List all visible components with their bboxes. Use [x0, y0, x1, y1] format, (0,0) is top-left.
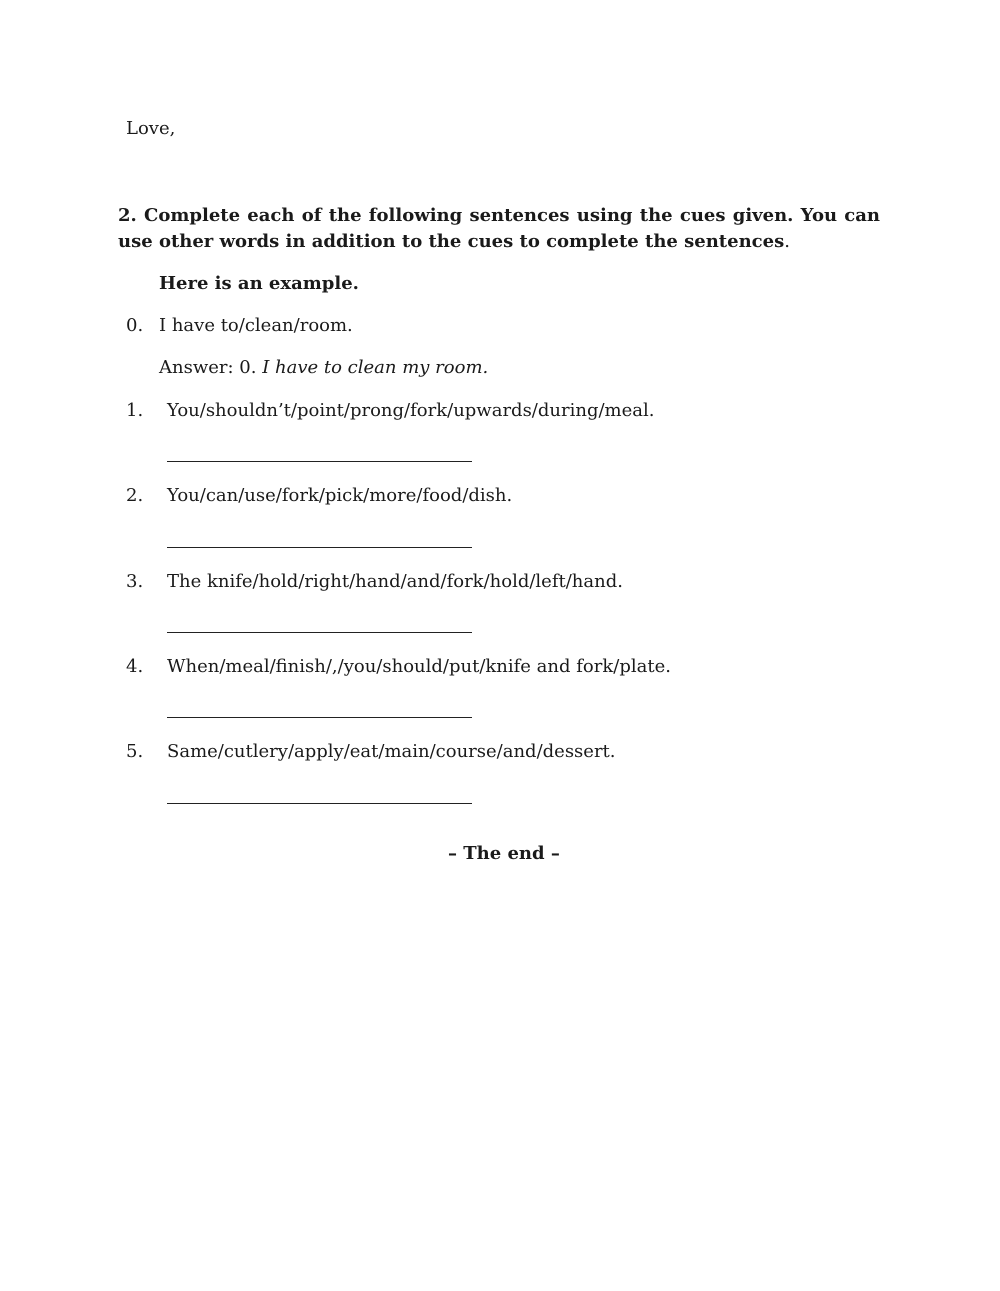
question-cue: You/shouldn’t/point/prong/fork/upwards/during/meal. [167, 400, 655, 421]
answer-blank[interactable] [167, 632, 472, 633]
question-cue: You/can/use/fork/pick/more/food/dish. [167, 485, 513, 506]
example-answer-prefix: Answer: 0. [159, 357, 263, 378]
question-cue: When/meal/finish/,/you/should/put/knife and fork/plate. [167, 656, 671, 677]
question-number: 1. [126, 400, 144, 421]
question-cue: The knife/hold/right/hand/and/fork/hold/left/hand. [167, 571, 623, 592]
answer-blank[interactable] [167, 461, 472, 462]
letter-closing: Love, [126, 118, 176, 139]
answer-blank[interactable] [167, 717, 472, 718]
answer-blank[interactable] [167, 547, 472, 548]
task-heading-period: . [784, 231, 790, 252]
task-heading [118, 203, 880, 255]
answer-blank[interactable] [167, 803, 472, 804]
end-marker: – The end – [448, 843, 560, 864]
example-title: Here is an example. [159, 273, 359, 294]
example-cue: I have to/clean/room. [159, 315, 353, 336]
example-number: 0. [126, 315, 144, 336]
question-number: 5. [126, 741, 144, 762]
example-answer-text: I have to clean my room. [262, 357, 489, 378]
question-number: 4. [126, 656, 144, 677]
question-number: 3. [126, 571, 144, 592]
task-heading-text: 2. Complete each of the following sentences using the cues given. You can use other words in addition to the cues to complete the sentences [118, 205, 880, 252]
example-answer [159, 357, 488, 378]
question-cue: Same/cutlery/apply/eat/main/course/and/dessert. [167, 741, 616, 762]
question-number: 2. [126, 485, 144, 506]
